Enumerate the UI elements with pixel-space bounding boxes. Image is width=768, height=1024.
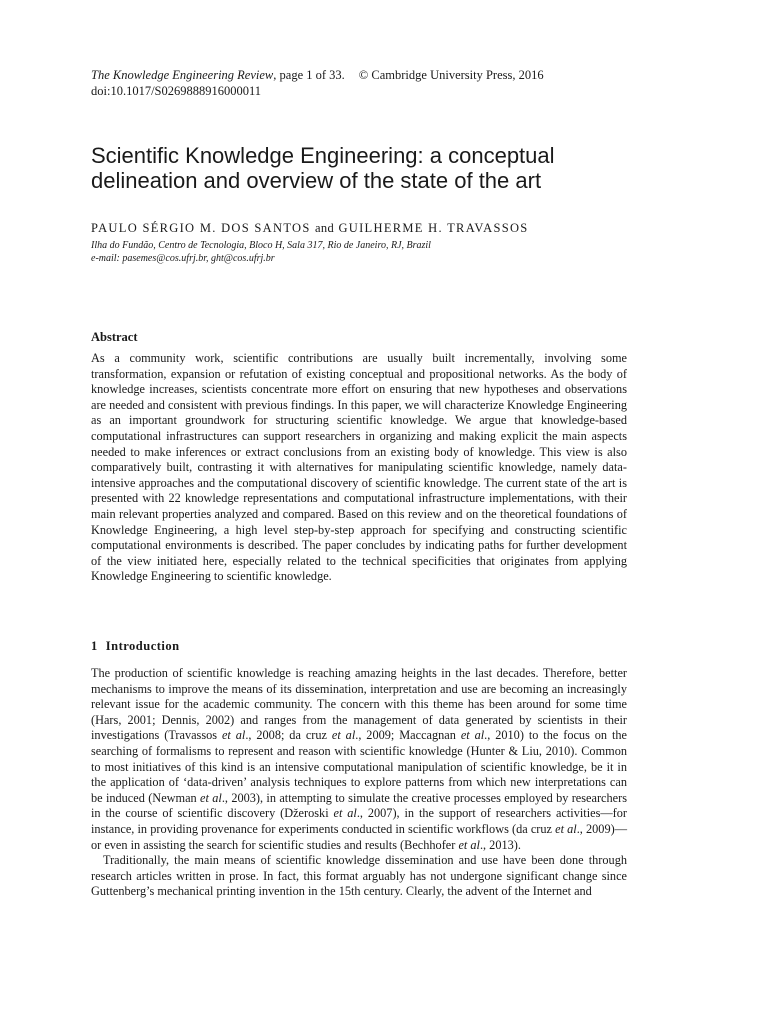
text-run: ., 2009; Maccagnan: [355, 728, 461, 743]
et-al: et al: [555, 821, 577, 836]
journal-header: [91, 67, 544, 99]
et-al: et al: [333, 806, 357, 821]
title-line-1: Scientific Knowledge Engineering: a conceptual: [91, 143, 555, 168]
text-run: ., 2008; da cruz: [245, 728, 332, 743]
et-al: et al: [221, 728, 246, 743]
text-run: ., 2007), in the support of researchers activities—for instance, in providing provenance for experiments conducted in scientific workflows (da cruz: [91, 806, 627, 836]
page-info: , page 1 of 33.: [273, 68, 345, 82]
introduction-body: [91, 666, 627, 900]
section-heading-introduction: [91, 639, 180, 654]
author-1: PAULO SÉRGIO M. DOS SANTOS: [91, 221, 311, 235]
text-run: The production of scientific knowledge is reaching amazing heights in the last decades. Therefore, better mechanisms to improve the means of its dissemination, interpretation and use are becoming an increasingly relevant issue for the academic community. The concern with this theme has been around for some time (Hars, 2001; Dennis, 2002) and ranges from the management of data generated by scientists in their investigations (Travassos: [91, 666, 627, 743]
doi: doi:10.1017/S0269888916000011: [91, 84, 262, 98]
journal-name: The Knowledge Engineering Review: [91, 68, 274, 82]
et-al: et al: [460, 728, 485, 743]
affiliation-email: e-mail: pasemes@cos.ufrj.br, ght@cos.ufrj.br: [91, 252, 275, 264]
affiliation: [91, 240, 431, 265]
copyright: © Cambridge University Press, 2016: [358, 68, 544, 82]
text-run: ., 2010) to the focus on the searching of formalisms to represent and reason with scientific knowledge (Hunter & Liu, 2010). Common to most initiatives of this kind is an intensive computational manipulation of scientific knowledge, be it in the application of ‘data-driven’ analysis techniques to explore patterns from which new interpretations can be induced (Newman: [91, 728, 628, 805]
et-al: et al: [458, 837, 480, 852]
abstract-heading: Abstract: [91, 330, 138, 344]
journal-line: [91, 67, 544, 83]
abstract-text: As a community work, scientific contributions are usually built incrementally, involving some transformation, expansion or refutation of existing conceptual and propositional networks. As the body of knowledge increases, scientists concentrate more effort on ensuring that new hypotheses and observations are needed and consistent with previous findings. In this paper, we will characterize Knowledge Engineering as an important groundwork for structuring scientific knowledge. We argue that knowledge-based computational infrastructures can support researchers in organizing and making explicit the main aspects needed to make inferences or extract conclusions from an existing body of knowledge. This view is also comparatively built, contrasting it with alternatives for manipulating scientific knowledge, namely data-intensive approaches and the computational discovery of scientific knowledge. The current state of the art is presented with 22 knowledge representations and computational infrastructure implementations, with their main relevant properties analyzed and compared. Based on this review and on the theoretical foundations of Knowledge Engineering, a high level step-by-step approach for specifying and constructing scientific computational environments is described. The paper concludes by indicating paths for further development of the view initiated here, especially related to the technical specificities that originates from applying Knowledge Engineering to scientific knowledge.: [91, 351, 627, 584]
section-number: 1: [91, 639, 98, 653]
intro-paragraph-1: [91, 666, 627, 853]
paper-title: [91, 143, 651, 193]
intro-paragraph-2: Traditionally, the main means of scientific knowledge dissemination and use have been done through research articles written in prose. In fact, this format arguably has not undergone significant change since Guttenberg’s mechanical printing invention in the 15th century. Clearly, the advent of the Internet and: [91, 853, 627, 899]
title-line-2: delineation and overview of the state of the art: [91, 168, 542, 193]
text-run: ., 2003), in attempting to simulate the creative processes employed by researchers in the course of scientific discovery (Džeroski: [91, 790, 627, 821]
author-list: [91, 221, 529, 236]
author-conjunction: and: [315, 221, 334, 235]
section-title: Introduction: [105, 639, 180, 653]
et-al: et al: [331, 728, 356, 743]
author-2: GUILHERME H. TRAVASSOS: [338, 221, 529, 235]
affiliation-address: Ilha do Fundão, Centro de Tecnologia, Bloco H, Sala 317, Rio de Janeiro, RJ, Brazil: [91, 240, 431, 251]
text-run: ., 2013).: [479, 837, 521, 852]
text-run: ., 2009)—or even in assisting the search for scientific studies and results (Bechhofer: [91, 821, 627, 852]
et-al: et al: [200, 790, 222, 805]
